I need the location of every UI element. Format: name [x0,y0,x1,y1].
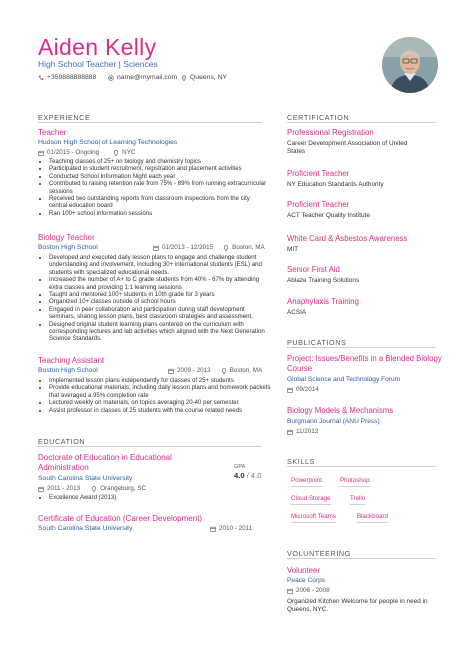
education-location: Orangeburg, SC [100,485,147,492]
skill-tag: Powerpoint [291,477,322,487]
education-dates: 2010 - 2011 [219,525,253,532]
cert-issuer: Career Development Association of United States [287,140,408,155]
calendar-icon [38,486,44,492]
school-name: South Carolina State University [38,475,133,482]
calendar-icon [287,588,293,594]
volunteering-divider [287,558,436,559]
skills-heading: SKILLS [287,457,315,466]
education-dates: 2011 - 2013 [47,485,81,492]
location-pin-icon [221,368,227,374]
job-bullets [40,254,271,343]
publication-meta [287,386,319,393]
candidate-title: High School Teacher | Sciences [38,59,158,69]
calendar-icon [287,387,293,393]
education-bullets [40,494,249,501]
experience-heading: EXPERIENCE [38,113,91,122]
location-pin-icon [113,150,119,156]
skill-tag: Cloud Storage [291,495,331,505]
bullet: • Participated in student recruitment, registration and placement activities [49,165,269,172]
school-name: South Carolina State University [38,525,133,532]
bullet: • Ran 100+ school information sessions [49,210,269,217]
contact-location [181,74,227,81]
email-text[interactable]: name@mymail.com [117,74,178,81]
at-icon [108,75,114,81]
publications-heading: PUBLICATIONS [287,338,347,347]
calendar-icon [153,245,159,251]
avatar [382,37,438,93]
bullet: • Increased the number of A+ to C grade students from 40% - 67% by attending extra classes and providing 1:1 learning sessions [49,276,271,291]
job-location: NYC [122,149,136,156]
publication-meta [287,428,318,435]
skill-tag: Microsoft Teams [291,513,336,523]
publication-date: 09/2014 [296,386,319,393]
education-divider [38,446,262,447]
skill-tag: Trello [350,495,365,505]
volunteer-org: Peace Corps [287,577,326,584]
volunteer-meta [287,587,330,594]
cert-issuer: NY Education Standards Authority [287,181,384,188]
job-meta [168,367,262,374]
bullet: • Implemented lesson plans independently for classes of 25+ students [49,377,271,384]
education-heading: EDUCATION [38,437,86,446]
bullet: • Received two outstanding reports from classroom inspections from the city central education board [49,195,269,210]
calendar-icon [168,368,174,374]
publication-journal: Global Science and Technology Forum [287,376,401,383]
bullet: • Lectured weekly on materials, on topics averaging 20-40 per semester [49,399,271,406]
bullet: • Teaching classes of 25+ on biology and chemistry topics [49,158,269,165]
certification-divider [287,122,436,123]
education-meta [38,485,146,492]
bullet: • Developed and executed daily lesson plans to engage and challenge student understanding and involvement, including 30+ international students (ESL) and students with specialized educational needs. [49,254,271,276]
volunteer-role: Volunteer [287,566,320,575]
location-text: Queens, NY [190,74,228,81]
job-title: Biology Teacher [38,233,95,242]
candidate-name: Aiden Kelly [38,34,157,60]
job-dates: 01/2013 - 12/2015 [162,244,214,251]
volunteering-heading: VOLUNTEERING [287,549,351,558]
job-employer: Boston High School [38,367,98,374]
publications-divider [287,347,436,348]
cert-issuer: ACT Teacher Quality Institute [287,212,370,219]
bullet: • Contributed to raising retention rate from 75% - 89% from running extracurricular sessions [49,180,269,195]
bullet: • Assist professor in classes of 25 students with the course related needs [49,407,271,414]
calendar-icon [287,429,293,435]
skill-tag: Blackboard [357,513,388,523]
cert-issuer: Ablaze Training Solutions [287,277,360,284]
job-meta [38,149,135,156]
calendar-icon [210,526,216,532]
skill-tag: Photoshop [340,477,370,487]
degree-title: Certificate of Education (Career Development) [38,514,203,523]
location-pin-icon [181,75,187,81]
degree-title: Doctorate of Education in Educational Administration [38,453,172,472]
bullet: • Excellence Award (2013) [49,494,249,501]
job-dates: 01/2015 - Ongoing [47,149,100,156]
gpa-value: 4.0 [234,471,245,480]
bullet: • Conducted School Information Night each year [49,173,269,180]
bullet: • Taught and mentored 100+ students in 10th grade for 3 years [49,291,271,298]
phone-icon [38,75,44,81]
bullet: • Engaged in peer collaboration and participation during staff development seminars, sharing lesson plans, best classroom strategies and assessment. [49,306,271,321]
phone-text: +359888888888 [47,74,97,81]
calendar-icon [38,150,44,156]
job-location: Boston, MA [232,244,265,251]
job-location: Boston, MA [229,367,263,374]
publication-date: 11/2012 [296,428,319,435]
experience-divider [38,122,262,123]
location-pin-icon [91,486,97,492]
job-bullets [40,158,269,217]
volunteer-dates: 2006 - 2008 [296,587,330,594]
gpa [234,471,261,480]
volunteer-description: Organized Kitchen Welcome for people in need in Queens, NYC. [287,598,428,613]
job-title: Teacher [38,128,67,137]
cert-title: Senior First Aid [287,265,340,274]
certification-heading: CERTIFICATION [287,113,350,122]
cert-title: Professional Registration [287,128,374,137]
job-employer: Boston High School [38,244,98,251]
cert-title: Anaphylaxis Training [287,297,359,306]
job-employer: Hudson High School of Learning Technologies [38,139,178,146]
skills-divider [287,466,436,467]
bullet: • Designed original student learning plans centered on the curriculum with corresponding lectures and lab activities which aligned with the Next Generation Science Standards. [49,321,271,343]
cert-title: White Card & Asbestos Awareness [287,234,408,243]
education-meta [210,525,252,532]
job-dates: 2009 - 2013 [177,367,211,374]
contact-phone [38,74,96,81]
cert-title: Proficient Teacher [287,169,350,178]
bullet: • Organized 10+ classes outside of school hours [49,298,271,305]
cert-title: Proficient Teacher [287,200,350,209]
publication-journal: Burgmann Journal (ANU Press) [287,418,380,425]
location-pin-icon [223,245,229,251]
job-title: Teaching Assistant [38,356,105,365]
publication-title: Biology Models & Mechanisms [287,406,394,415]
cert-issuer: ACSIA [287,309,307,316]
gpa-max: / 4.0 [246,471,262,480]
publication-title: Project: Issues/Benefits in a Blended Biology Course [287,354,442,373]
bullet: • Provide educational materials, including daily lesson plans and homework packets that averaged a 95% completion rate [49,384,271,399]
gpa-label: GPA [234,464,246,470]
cert-issuer: MIT [287,246,299,253]
job-meta [153,244,265,251]
contact-email[interactable] [108,74,177,81]
job-bullets [40,377,271,414]
